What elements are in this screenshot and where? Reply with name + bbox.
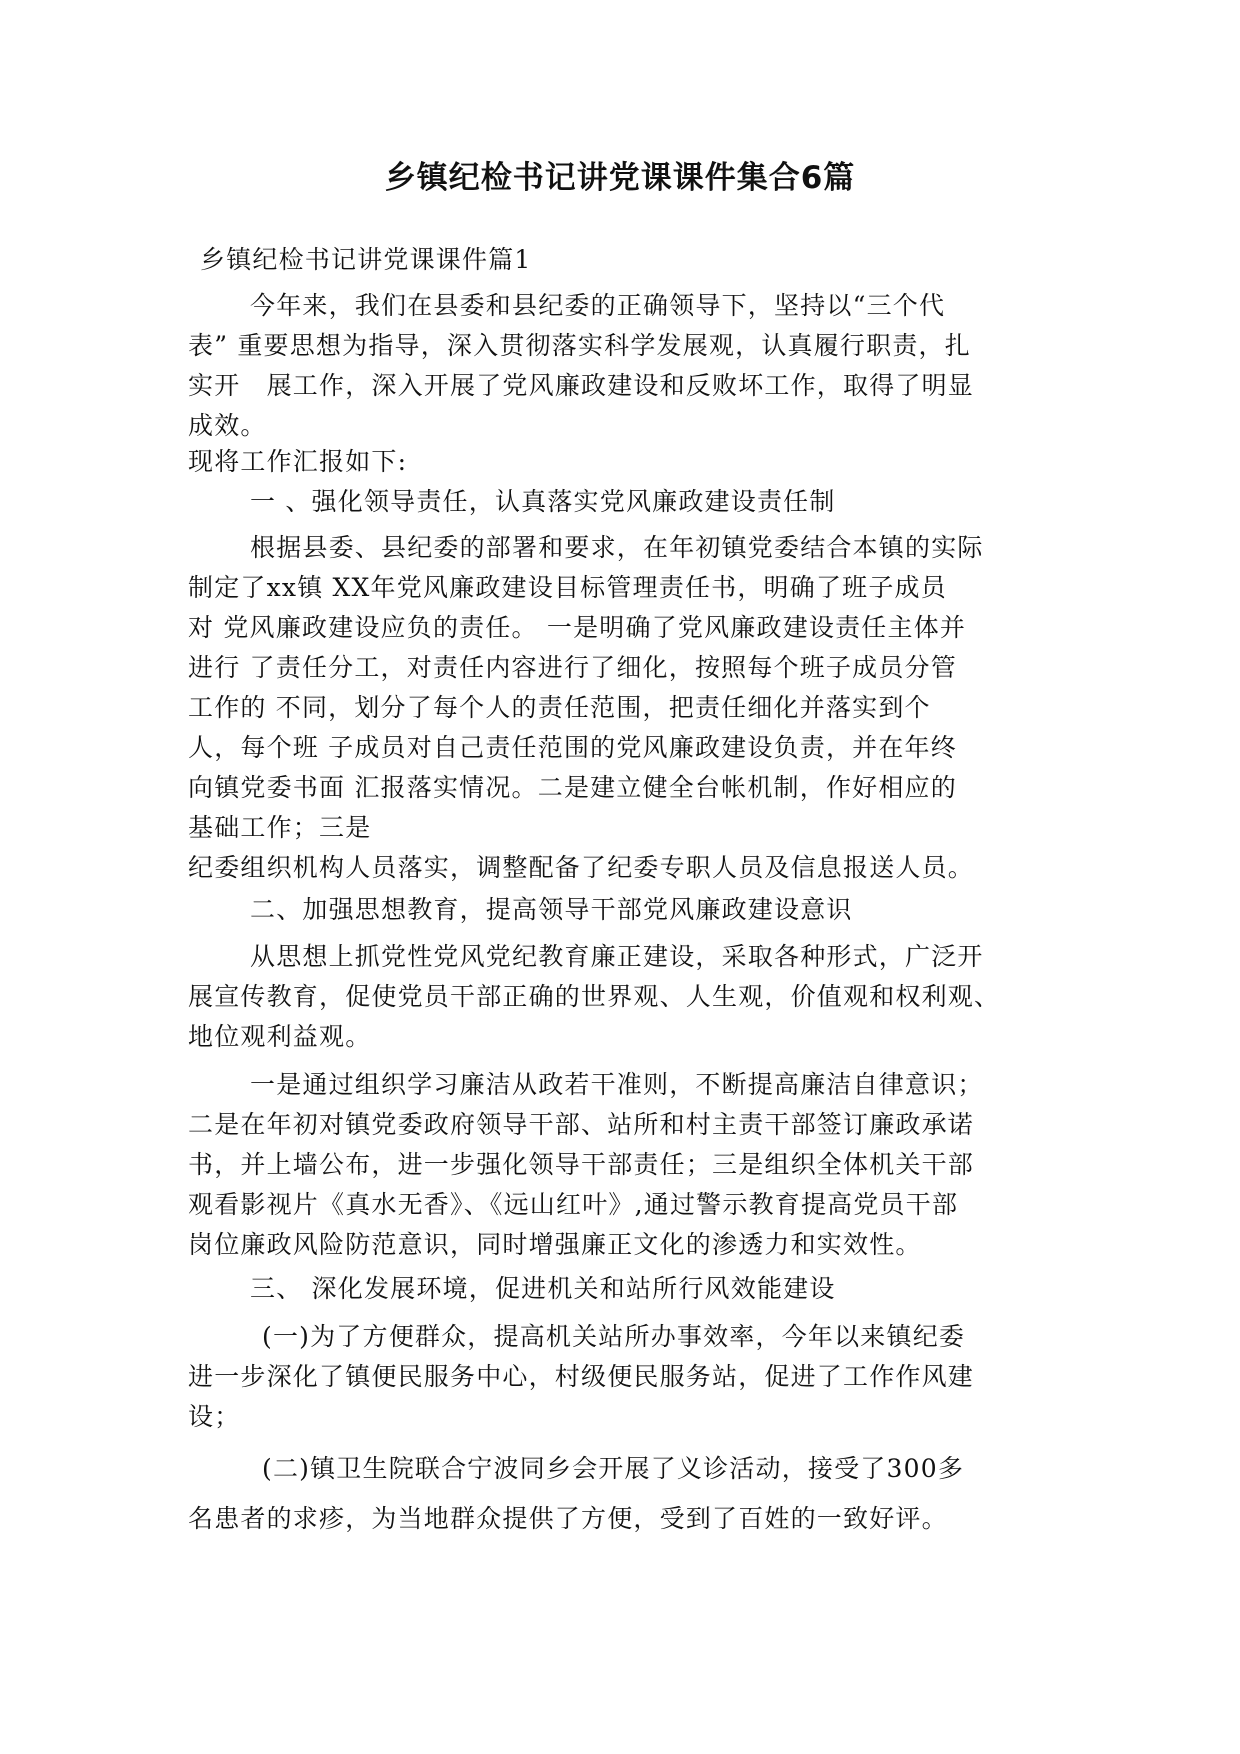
text-line-1: 今年来，我们在县委和县纪委的正确领导下，坚持以“三个代: [250, 291, 946, 320]
text-line-12: 人，每个班 子成员对自己责任范围的党风廉政建设负责，并在年终: [188, 733, 957, 762]
text-line-19: 地位观利益观。: [188, 1022, 372, 1051]
text-line-14: 基础工作；三是: [188, 813, 372, 842]
text-line-2: 表” 重要思想为指导，深入贯彻落实科学发展观，认真履行职责，扎: [188, 331, 971, 360]
text-line-22: 书，并上墙公布，进一步强化领导干部责任；三是组织全体机关干部: [188, 1150, 975, 1179]
section-heading: 乡镇纪检书记讲党课课件篇1: [200, 245, 532, 274]
text-line-16: 二、加强思想教育，提高领导干部党风廉政建设意识: [250, 895, 853, 924]
text-line-11: 工作的 不同，划分了每个人的责任范围，把责任细化并落实到个: [188, 693, 931, 722]
text-line-29: (二)镇卫生院联合宁波同乡会开展了义诊活动，接受了300多: [262, 1454, 965, 1483]
text-line-20: 一是通过组织学习廉洁从政若干准则，不断提高廉洁自律意识；: [250, 1070, 984, 1099]
text-line-10: 进行 了责任分工，对责任内容进行了细化，按照每个班子成员分管: [188, 653, 957, 682]
text-line-7: 根据县委、县纪委的部署和要求，在年初镇党委结合本镇的实际: [250, 533, 984, 562]
text-line-8: 制定了xx镇 XX年党风廉政建设目标管理责任书，明确了班子成员: [188, 573, 947, 602]
text-line-6: 一 、强化领导责任，认真落实党风廉政建设责任制: [250, 487, 836, 516]
text-line-28: 设；: [188, 1402, 241, 1431]
text-line-15: 纪委组织机构人员落实，调整配备了纪委专职人员及信息报送人员。: [188, 853, 975, 882]
text-line-24: 岗位廉政风险防范意识，同时增强廉正文化的渗透力和实效性。: [188, 1230, 922, 1259]
text-line-4: 成效。: [188, 411, 267, 440]
text-line-21: 二是在年初对镇党委政府领导干部、站所和村主责干部签订廉政承诺: [188, 1110, 975, 1139]
text-line-3: 实开 展工作，深入开展了党风廉政建设和反败坏工作，取得了明显: [188, 371, 975, 400]
text-line-30: 名患者的求疹，为当地群众提供了方便，受到了百姓的一致好评。: [188, 1504, 948, 1533]
text-line-13: 向镇党委书面 汇报落实情况。二是建立健全台帐机制，作好相应的: [188, 773, 957, 802]
text-line-26: (一)为了方便群众，提高机关站所办事效率，今年以来镇纪委: [262, 1322, 966, 1351]
text-line-25: 三、 深化发展环境，促进机关和站所行风效能建设: [250, 1274, 836, 1303]
text-line-5: 现将工作汇报如下:: [188, 447, 408, 476]
text-line-18: 展宣传教育，促使党员干部正确的世界观、人生观，价值观和权利观、: [188, 982, 1001, 1011]
text-line-17: 从思想上抓党性党风党纪教育廉正建设，采取各种形式，广泛开: [250, 942, 984, 971]
text-line-9: 对 党风廉政建设应负的责任。 一是明确了党风廉政建设责任主体并: [188, 613, 967, 642]
document-title: 乡镇纪检书记讲党课课件集合6篇: [384, 160, 856, 196]
text-line-27: 进一步深化了镇便民服务中心，村级便民服务站，促进了工作作风建: [188, 1362, 975, 1391]
text-line-23: 观看影视片《真水无香》、《远山红叶》,通过警示教育提高党员干部: [188, 1190, 959, 1219]
